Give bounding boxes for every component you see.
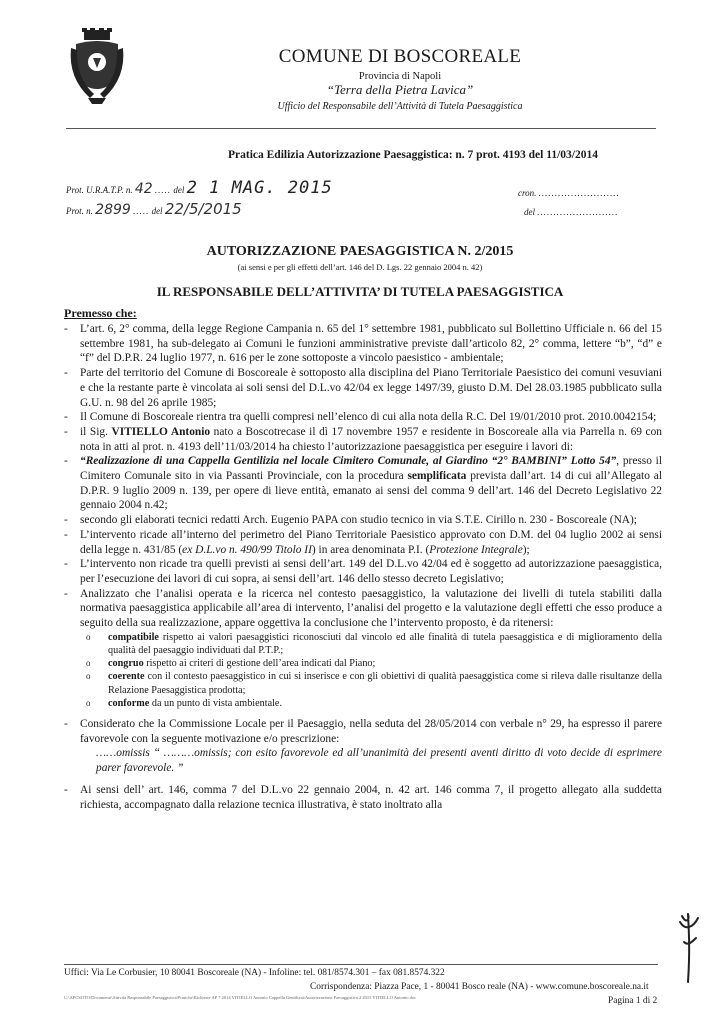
document-subtitle: (ai sensi e per gli effetti dell’art. 146 del D. Lgs. 22 gennaio 2004 n. 42) — [237, 262, 483, 272]
footer-offices: Uffici: Via Le Corbusier, 10 80041 Boscoreale (NA) - Infoline: tel. 081/8574.301 – fax 081.8574.322 — [64, 968, 445, 978]
item-text: Considerato che la Commissione Locale per il Paesaggio, nella seduta del 28/05/2014 con verbale n° 29, ha espresso il parere favorevole con la seguente motivazione e/o prescrizione: — [80, 717, 662, 745]
responsible-heading: IL RESPONSABILE DELL’ATTIVITA’ DI TUTELA PAESAGGISTICA — [156, 284, 564, 299]
bullet-circle: o — [86, 671, 91, 682]
protocol-label: Prot. U.R.A.T.P. n. — [66, 185, 133, 195]
bullet-dash: - — [64, 587, 68, 600]
spacer — [64, 776, 662, 783]
bullet-dash: - — [64, 717, 68, 730]
assessment-keyword: conforme — [108, 697, 150, 709]
list-item — [64, 783, 662, 812]
bullet-dash: - — [64, 528, 68, 541]
protocol-row-2 — [66, 200, 242, 218]
bullet-dash: - — [64, 367, 68, 380]
item-text: L’intervento ricade all’interno del perimetro del Piano Territoriale Paesistico approvato con D.M. del 04 luglio 2002 ai sensi della legge n. 431/85 ( — [80, 528, 662, 556]
item-text: Analizzato che l’analisi operata e la ricerca nel contesto paesaggistico, la valutazione dei livelli di tutela stabiliti dalla normativa paesaggistica applicabile all’area di intervento, l’analisi del progetto e la valutazione degli effetti che esso produce a seguito della sua realizzazione, appare oggettiva la conclusione che l’intervento proposto, è da ritenersi: — [80, 587, 662, 630]
bullet-dash: - — [64, 514, 68, 527]
list-item — [64, 410, 662, 425]
handwritten-signature-mark — [676, 912, 702, 984]
assessment-item — [80, 657, 662, 670]
bullet-circle: o — [86, 697, 91, 708]
bullet-dash: - — [64, 425, 68, 438]
header-divider — [66, 128, 656, 129]
protocol-label: Prot. n. — [66, 206, 93, 216]
assessment-text: da un punto di vista ambientale. — [149, 697, 283, 709]
protocol-del-label: del — [173, 185, 185, 195]
dotted-leader: ......................... — [538, 188, 620, 198]
dotted-leader: ......................... — [537, 207, 619, 217]
list-item — [64, 528, 662, 557]
protocol-number-handwritten: 2899 — [95, 202, 131, 218]
bullet-circle: o — [86, 631, 91, 642]
date-stamp: 2 1 MAG. 2015 — [186, 178, 333, 198]
footer-file-path: C:\APCSOTO\Documenti\Attività Responsabile Paesaggistica\Pratiche\Richieste AP 7 2014 VITIELLO Antonio Cappella Gentilizia\Autorizzazione Paesaggistica 2 2015 VITIELLO Antonio.doc — [64, 995, 417, 1000]
spacer — [64, 710, 662, 717]
cron-del-label: del — [524, 207, 535, 217]
bullet-dash: - — [64, 783, 68, 796]
list-item — [64, 587, 662, 710]
cron-field — [518, 188, 620, 198]
item-text: ) in area denominata P.I. ( — [311, 543, 430, 556]
item-text: Parte del territorio del Comune di Boscoreale è sottoposto alla disciplina del Piano Territoriale Paesistico dei comuni vesuviani e che la restante parte è vincolata ai soli sensi del D.L.vo 42/04 ex legge 1497/39, giusto D.M. Del 28.03.1985 pubblicato sulla G.U. n. 98 del 26 aprile 1985; — [80, 367, 662, 409]
assessment-keyword: coerente — [108, 671, 145, 683]
bullet-dash: - — [64, 455, 68, 468]
commission-quote: ……omissis “ ………omissis; con esito favorevole ed all’unanimità dei presenti aventi diritto di voto decide di esprimere parer favorevole. ” — [96, 747, 662, 775]
page-number: Pagina 1 di 2 — [608, 996, 658, 1006]
document-body — [64, 322, 662, 812]
item-text: ); — [522, 543, 530, 556]
assessment-list — [80, 631, 662, 710]
assessment-text: rispetto ai valori paesaggistici riconosciuti dal vincolo ed alle finalità di tutela paesaggistica e di miglioramento della qualità del paesaggio individuati dal P.T.P.; — [108, 631, 662, 656]
item-text: secondo gli elaborati tecnici redatti Arch. Eugenio PAPA con studio tecnico in via S.T.E. Cirillo n. 230 - Boscoreale (NA); — [80, 514, 637, 527]
item-italic: ex D.L.vo n. 490/99 Titolo II — [182, 543, 312, 556]
assessment-keyword: compatibile — [108, 631, 159, 643]
item-text: Ai sensi dell’ art. 146, comma 7 del D.L.vo 22 gennaio 2004, n. 42 art. 146 comma 7, il progetto allegato alla suddetta richiesta, accompagnato dalla relazione tecnica illustrativa, è stato inoltrato alla — [80, 783, 662, 811]
province-line: Provincia di Napoli — [358, 71, 442, 82]
assessment-item — [80, 631, 662, 657]
footer-correspondence: Corrispondenza: Piazza Pace, 1 - 80041 Bosco reale (NA) - www.comune.boscoreale.na.it — [310, 982, 649, 992]
list-item — [64, 322, 662, 366]
item-text: L’intervento non ricade tra quelli previsti ai sensi dell’art. 149 del D.L.vo 42/04 ed è soggetto ad autorizzazione paesaggistica, per l’esecuzione dei lavori di cui sopra, ai sensi dell’art. 146 dello stesso decreto Legislativo; — [80, 558, 662, 585]
item-italic: Protezione Integrale — [429, 543, 523, 556]
list-item — [64, 425, 662, 454]
item-text: , presso il Cimitero Comunale sito in via Passanti Provinciale, con la procedura — [80, 455, 662, 483]
document-title: AUTORIZZAZIONE PAESAGGISTICA N. 2/2015 — [206, 244, 514, 259]
bullet-dash: - — [64, 411, 68, 424]
protocol-row-1 — [66, 178, 333, 198]
dotted-leader: ..... — [133, 206, 150, 216]
cron-label: cron. — [518, 188, 537, 198]
item-text: prevista dall’art. 14 di cui all’Allegato al D.P.R. 9 luglio 2009 n. 139, per opere di lieve entità, emanato ai sensi del comma 9 dell’art. 146 del Decreto Legislativo 22 gennaio 2004 n.42; — [80, 470, 662, 512]
dotted-leader: ..... — [154, 185, 172, 195]
list-item — [64, 366, 662, 410]
bullet-dash: - — [64, 323, 68, 335]
works-title: “Realizzazione di una Cappella Gentilizia nel locale Cimitero Comunale, al Giardino “2° BAMBINI” Lotto 54” — [80, 455, 617, 468]
list-item — [64, 513, 662, 528]
protocol-del-label: del — [151, 206, 163, 216]
assessment-item — [80, 697, 662, 710]
bullet-dash: - — [64, 558, 68, 571]
item-text: Il Comune di Boscoreale rientra tra quelli compresi nell’elenco di cui alla nota della R.C. Del 19/01/2010 prot. 2010.0042154; — [80, 411, 657, 424]
municipality-motto: “Terra della Pietra Lavica” — [326, 82, 474, 97]
cron-date-field — [524, 207, 619, 217]
office-name: Ufficio del Responsabile dell’Attività di Tutela Paesaggistica — [277, 101, 523, 112]
assessment-text: con il contesto paesaggistico in cui si inserisce e con gli obiettivi di qualità paesaggistica come si rileva dalle risultanze della Relazione Paesaggistica prodotta; — [108, 671, 662, 696]
list-item — [64, 557, 662, 586]
list-item — [64, 454, 662, 513]
pratica-reference: Pratica Edilizia Autorizzazione Paesaggistica: n. 7 prot. 4193 del 11/03/2014 — [228, 149, 598, 161]
bullet-circle: o — [86, 658, 91, 669]
assessment-text: rispetto ai criteri di gestione dell’area indicati dal Piano; — [143, 658, 376, 670]
item-text: L’art. 6, 2° comma, della legge Regione Campania n. 65 del 1° settembre 1981, pubblicato sul Bollettino Ufficiale n. 66 del 15 settembre 1981, ha sub-delegato ai Comuni le funzioni amministrative previste dall’articolo 82, 2° comma, lettere “b”, “d” e “f” del D.P.R. 24 luglio 1977, n. 616 per le zone sottoposte a vincolo paesistico - ambientale; — [80, 323, 662, 365]
municipality-title: COMUNE DI BOSCOREALE — [278, 46, 522, 67]
item-text: nato a Boscotrecase il dì 17 novembre 1957 e residente in Boscoreale alla via Parrella n. 69 con nota in atti al prot. n. 4193 dell’11/03/2014 ha chiesto l’autorizzazione paesaggistica per eseguire i lavori di: — [80, 425, 662, 453]
procedure-type: semplificata — [407, 470, 467, 483]
assessment-keyword: congruo — [108, 658, 144, 670]
premesso-heading: Premesso che: — [64, 306, 137, 320]
protocol-date-handwritten: 22/5/2015 — [164, 200, 242, 218]
municipal-crest-emblem — [68, 28, 126, 110]
assessment-item — [80, 670, 662, 696]
item-text: il Sig. — [80, 425, 112, 438]
applicant-name: VITIELLO Antonio — [111, 425, 211, 438]
list-item — [64, 717, 662, 776]
footer-divider — [64, 964, 658, 965]
protocol-number-handwritten: 42 — [134, 181, 153, 197]
